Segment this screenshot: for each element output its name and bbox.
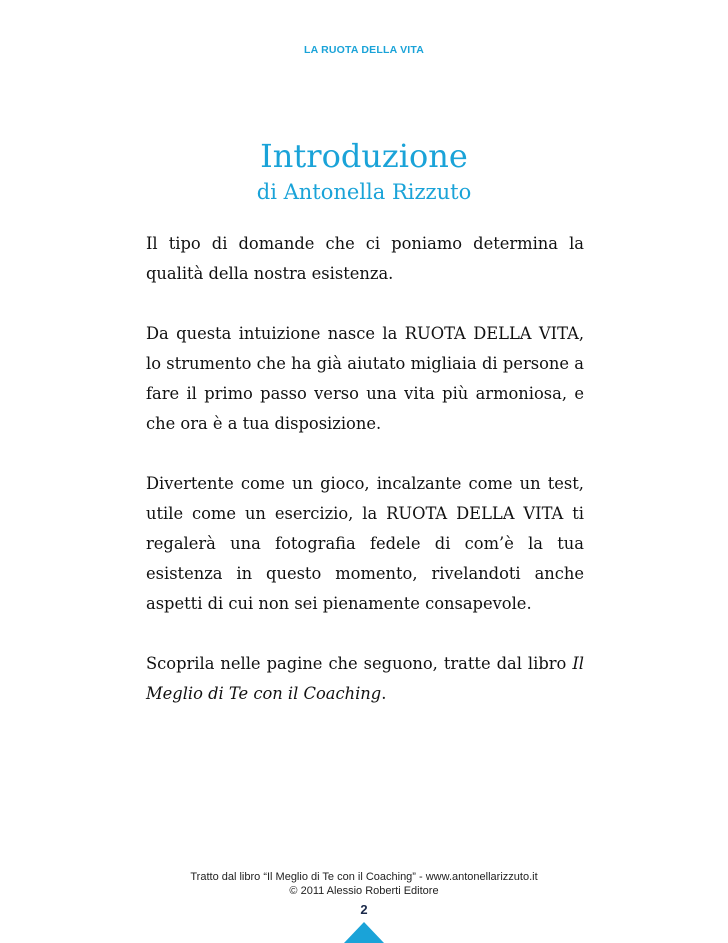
paragraph-closing (146, 649, 584, 709)
paragraph-3: Divertente come un gioco, incalzante come un test, utile come un esercizio, la RUOTA DELLA VITA ti regalerà una fotografia fedele di com’è la tua esistenza in questo momento, rivelandoti anche aspetti di cui non sei pienamente consapevole. (146, 474, 584, 613)
page-title: Introduzione (260, 137, 468, 175)
footer-source-line: Tratto dal libro “Il Meglio di Te con il Coaching” - www.antonellarizzuto.it (190, 871, 538, 883)
closing-period: . (381, 684, 387, 703)
book-title: Il Meglio di Te con il Coaching (146, 654, 584, 703)
paragraph-2: Da questa intuizione nasce la RUOTA DELLA VITA, lo strumento che ha già aiutato migliaia di persone a fare il primo passo verso una vita più armoniosa, e che ora è a tua disposizione. (146, 324, 584, 433)
body-text (146, 229, 584, 739)
page-triangle-icon (343, 921, 385, 943)
closing-text: Scoprila nelle pagine che seguono, tratte dal libro (146, 654, 567, 673)
footer (0, 870, 728, 898)
author-subtitle: di Antonella Rizzuto (256, 180, 472, 204)
paragraph-1: Il tipo di domande che ci poniamo determina la qualità della nostra esistenza. (146, 234, 584, 283)
page-number: 2 (360, 902, 368, 917)
footer-copyright-line: © 2011 Alessio Roberti Editore (289, 885, 439, 897)
running-head: LA RUOTA DELLA VITA (303, 44, 425, 56)
